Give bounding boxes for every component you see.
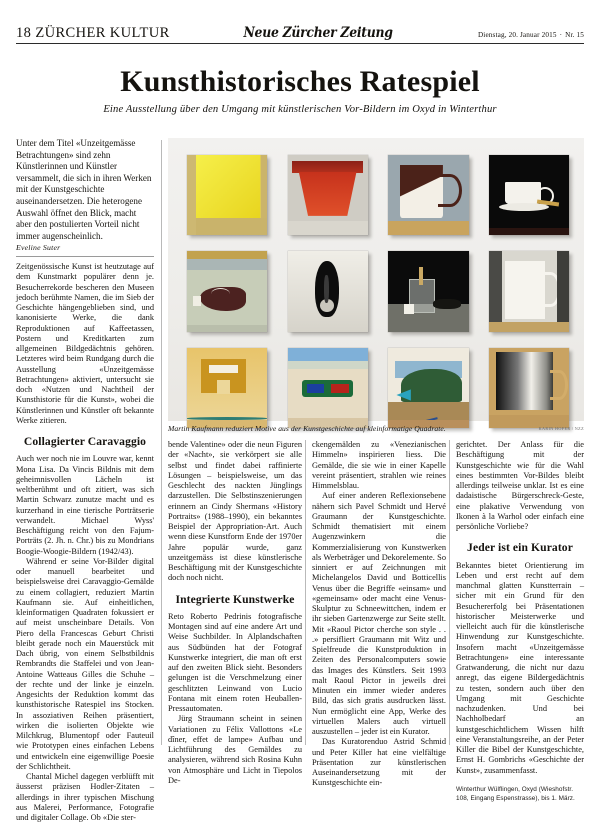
- lead-divider: [16, 256, 154, 257]
- painting-white-pitcher: [489, 251, 569, 331]
- body-column-3: [312, 440, 446, 789]
- column-rule-1: [161, 140, 162, 745]
- article-headline: Kunsthistorisches Ratespiel: [120, 65, 480, 98]
- article-subheadline: Eine Ausstellung über den Umgang mit künstlerischen Vor-Bildern im Oxyd in Winterthur: [103, 104, 497, 115]
- paragraph: Bekanntes bietet Orientierung im Leben und erst recht auf dem manchmal glatten Kunstterrain – sicher mit ein Grund für den Besuchererfolg bei Präsentationen historischer Meisterwerke und vielleicht auch für die künstlerische Hinwendung zur Kunstgeschichte. Insofern macht «Unzeitgemässe Betrachtungen» eine interessante Gratwanderung, die nicht nur dazu anregt, das eigene Bildergedächtnis zu testen, sondern auch über den Umgang mit Geschichte nachzudenken. Und bei Nachholbedarf an kunstgeschichtlichem Wissen hilft eine Veranstaltungsreihe, an der Peter Killer die Bibel der Kunstgeschichte, Ernst H. Gombrichs «Geschichte der Kunst», zusammenfasst.: [456, 560, 584, 775]
- column-rule-3: [449, 440, 450, 745]
- painting-grid: [187, 155, 570, 404]
- painting-white-cup-on-black: [489, 155, 569, 235]
- body-column-2: [168, 440, 302, 786]
- section-name: ZÜRCHER KULTUR: [35, 24, 170, 41]
- photo-credit: KARIN HOFER / NZZ: [538, 426, 584, 431]
- painting-3d-glasses: [288, 348, 368, 428]
- paragraph: Chantal Michel dagegen verblüfft mit äusserst präzisen Hodler-Zitaten – allerdings in ihrer typischen Mischung aus Malerei, Performance, Fotografie und digitaler Collage. Ob «Die ster-: [16, 772, 154, 823]
- paragraph: Zeitgenössische Kunst ist heutzutage auf dem Kunstmarkt populärer denn je. Besucherrekorde bescheren den Museen jedoch berühmte Namen, die im Sieb der Geschichte hängengeblieben sind, und kanonisierte Werke, die dank Reproduktionen auf Kaffeetassen, Postern und Kreditkarten zum allgemeinen Bildgedächtnis gehören. Letzteres wird beim Rundgang durch die Ausstellung «Unzeitgemässe Betrachtungen» aktiviert, untersucht sie doch «Nutzen und Nachtheil der Kunsthistorie für die Kunst», wobei die Künstlerinnen und Künstler oft bekannte Werke zitieren.: [16, 262, 154, 425]
- painting-black-spoon-silhouette: [288, 251, 368, 331]
- article-photo: [168, 138, 584, 421]
- section-heading-collagierter-caravaggio: Collagierter Caravaggio: [23, 435, 147, 448]
- paragraph: bende Valentine» oder die neun Figuren der «Nacht», sie verkörpert sie alle selbst und findet dabei raffinierte Lösungen – beispielsweise, um das Geschlecht des nackten Jünglings darzustellen. Die Selbstinszenierungen erinnern an Cindy Shermans «History Portraits» (1988–1990), ein bekanntes Beispiel der Appropriation-Art. Auch wenn diese Kunstform Ende der 1970er Jahre populär wurde, ganz unzeitgemäss ist diese künstlerische Beschäftigung mit der Kunstgeschichte doch noch nicht.: [168, 440, 302, 583]
- publication-date: Dienstag, 20. Januar 2015: [477, 30, 557, 39]
- paragraph: Jürg Straumann scheint in seinen Variationen zu Félix Vallottons «Le dîner, effet de lampe» Aufbau und Lichtführung des Gemäldes zu analysieren, während sich Rosina Kuhn von Atmosphäre und Licht in Tiepolos De-: [168, 714, 302, 785]
- painting-gradient-mug: [489, 348, 569, 428]
- body-column-1: [16, 262, 154, 823]
- issue-number: Nr. 15: [565, 30, 584, 39]
- paragraph: Auch wer noch nie im Louvre war, kennt Mona Lisa. Da Vincis Bildnis mit dem geheimnisvollen Lächeln ist weltberühmt und oft zitiert, was sich Martin Schwarz zunutze macht und es kurzerhand in eine tierische Porträtserie verwandelt. Michael Wyss' Beschäftigung reicht von den Fajum-Porträts (2. Jh. n. Chr.) bis zu Mondrians Boogie-Woogie-Bildern (1942/43).: [16, 454, 154, 556]
- photo-caption-bar: [168, 424, 584, 436]
- article-byline: Eveline Suter: [16, 243, 61, 252]
- column-rule-2: [305, 440, 306, 745]
- issue-info: [478, 32, 584, 40]
- section-heading-jeder-ist-ein-kurator: Jeder ist ein Kurator: [467, 541, 573, 555]
- date-issue-separator: ·: [559, 30, 563, 39]
- newspaper-nameplate: Neue Zürcher Zeitung: [243, 24, 393, 41]
- painting-ochre-abstract-form: [187, 348, 267, 428]
- painting-brown-white-jug: [388, 155, 468, 235]
- section-heading-integrierte-kunstwerke: Integrierte Kunstwerke: [175, 592, 295, 606]
- paragraph: Das Kuratorenduo Astrid Schmid und Peter Killer hat eine vielfältige Präsentation zur künstlerischen Auseinandersetzung mit der Kunstgeschichte ein-: [312, 737, 446, 788]
- section-header: [16, 26, 170, 41]
- painting-glass-with-teabag: [388, 251, 468, 331]
- body-column-4: [456, 440, 584, 803]
- painting-dark-shoe-on-green: [187, 251, 267, 331]
- paragraph: gerichtet. Der Anlass für die Beschäftigung mit der Kunstgeschichte wie für die Wahl eines bestimmten Vor-Bildes bleibt allerdings teilweise unklar. Ist es eine dadaistische Bürgerschreck-Geste, eine plakative Verwendung von Ikonen à la Warhol oder einfach eine persönliche Vorliebe?: [456, 440, 584, 531]
- painting-yellow-monochrome-square: [187, 155, 267, 235]
- paragraph: Reto Roberto Pedrinis fotografische Montagen sind auf eine andere Art und Weise Suchbilder. In Alplandschaften aus Südbünden hat der Fotograf Kunstwerke integriert, die man oft erst auf den zweiten Blick sieht. Besonders gelungen ist die Verschmelzung einer geschlitzten Leinwand von Lucio Fontana mit einem roten Heuballen-Pressautomaten.: [168, 611, 302, 714]
- article-lead: Unter dem Titel «Unzeitgemässe Betrachtungen» sind zehn Künstlerinnen und Künstler versammelt, die sich in ihren Werken mit der Kunstgeschichte auseinandersetzen. Die heterogene Auswahl öffnet den Blick, macht aber den postulierten Vorteil nicht immer augenscheinlich.: [16, 138, 152, 241]
- paragraph: Während er seine Vor-Bilder digital oder manuell bearbeitet und beispielsweise drei Caravaggio-Gemälde zu einem collagiert, reduziert Martin Kaufmann sie. Auf einheitlichen, kleinformatigen Quadraten fokussiert er auf meist unscheinbare Details. Von Piero della Francescas Geburt Christi bleibt gerade noch ein Mauerstück mit Dach übrig, von einem Selbstbildnis Rembrandts die Staffelei und von Jean-Antoine Watteaus Gilles die Schuhe – der rechte und der linke je einzeln. Angesichts der Reduktion kommt das kunsthistorische Ratespiel ins Stocken. In assoziativen Reihen präsentiert, wirken die isolierten Objekte wie Milchkrug, Blumentopf oder Fauteuil wie Prototypen eines einfachen Lebens und entwickeln eine eigenwillige Poesie der Schlichtheit.: [16, 556, 154, 771]
- painting-green-hill-landscape: [388, 348, 468, 428]
- masthead: [16, 18, 584, 44]
- page-number: 18: [16, 24, 32, 41]
- exhibition-info: Winterthur Wülflingen, Oxyd (Wieshofstr. 108, Eingang Espenstrasse), bis 1. März.: [456, 785, 575, 802]
- paragraph: ckengemälden zu «Venezianischen Himmeln» inspirieren liess. Die Gemälde, die sie wie in einer Kapelle vereint präsentiert, strahlen wie reines Himmelsblau.: [312, 440, 446, 490]
- painting-red-flower-pot: [288, 155, 368, 235]
- paragraph: Auf einer anderen Reflexionsebene nähern sich Pavel Schmidt und Hervé Graumann der Kunstgeschichte. Schmidt thematisiert mit einem Augenzwinkern die Kommerzialisierung von Kunstwerken als Werbeträger und Dekorelemente. So sinniert er auf Zeichnungen mit Michelangelos David und Botticellis Venus über die Begriffe «einsam» und «gemeinsam» oder macht eine Venus-Skulptur zu Schneewittchen, indem er ihr sieben Gartenzwerge zur Seite stellt. Mit «Raoul Pictor cherche son style . . .» persifliert Graumann mit Witz und Spielfreude die Kunstproduktion in Zeiten des Personalcomputers sowie das Images des Künstlers. Seit 1993 malt Raoul Pictor in jeweils drei Minuten ein immer wieder anderes Bild, das sich gratis ausdrucken lässt. Nun ermöglicht eine App, Werke des virtuellen Malers auch virtuell auszustellen – jeder ist ein Kurator.: [312, 491, 446, 736]
- photo-caption: Martin Kaufmann reduziert Motive aus der Kunstgeschichte auf kleinformatige Quadrate.: [168, 424, 446, 433]
